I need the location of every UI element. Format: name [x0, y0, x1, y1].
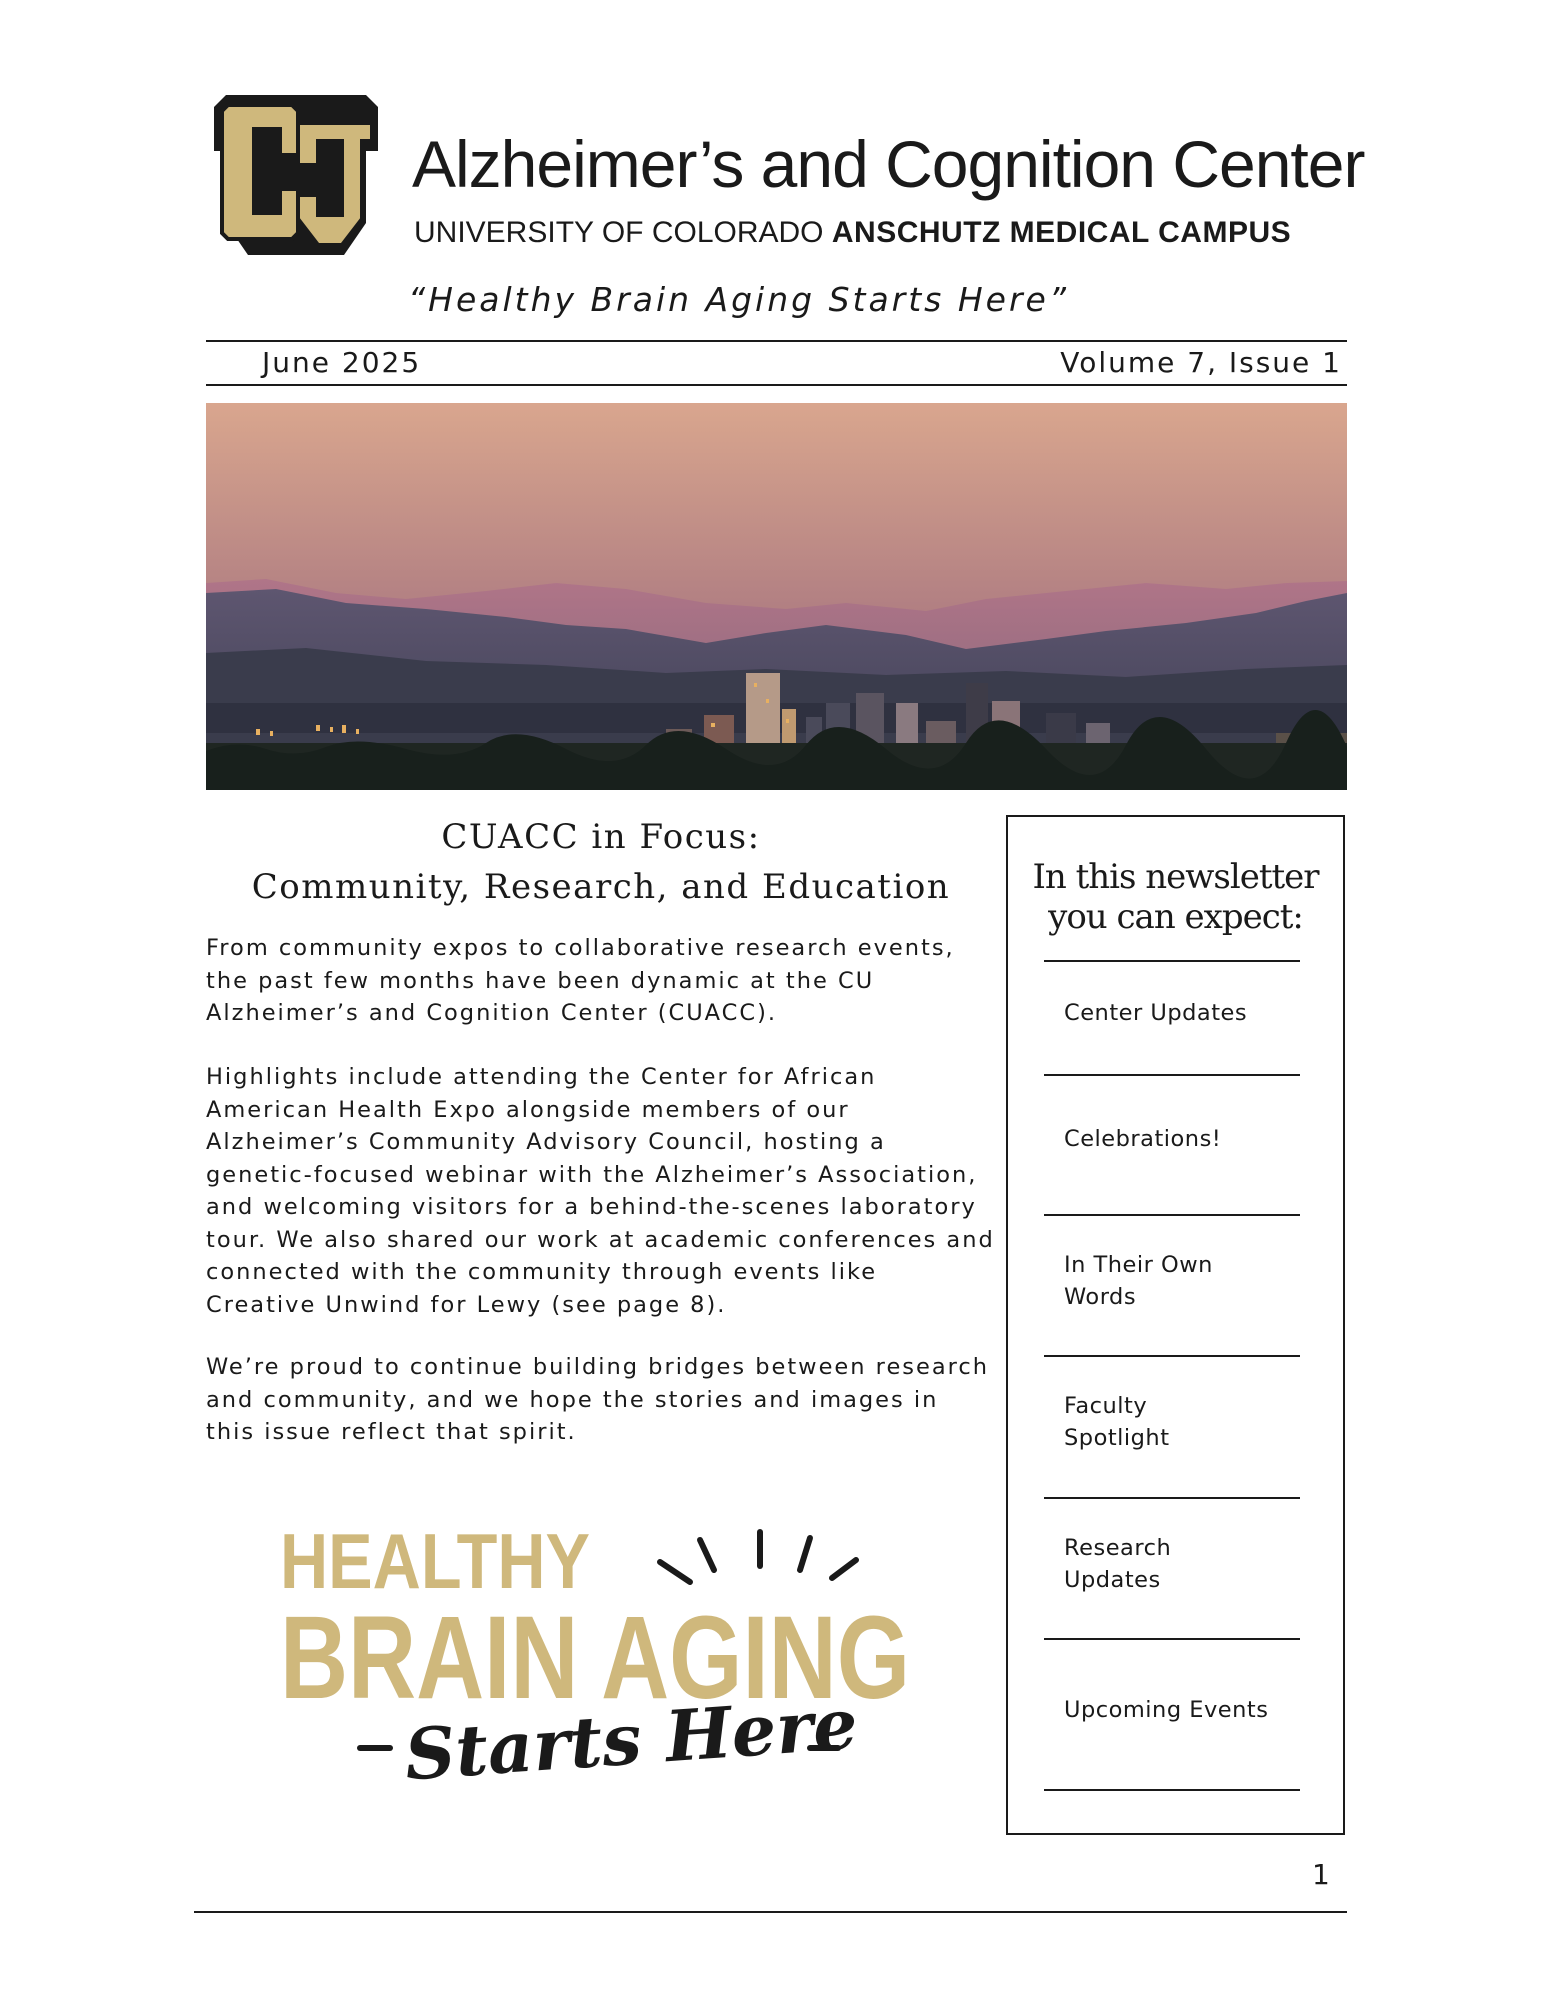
newsletter-contents-box [1006, 815, 1345, 1835]
article-paragraph: We’re proud to continue building bridges between research and community, and we hope the stories and images in this issue reflect that spirit. [206, 1354, 990, 1445]
cu-logo [214, 95, 378, 255]
contents-item-line2: Words [1064, 1284, 1137, 1310]
contents-item [1064, 1123, 1314, 1155]
graphic-line1: HEALTHY [280, 1520, 590, 1605]
contents-item [1064, 997, 1314, 1029]
org-subtitle [414, 216, 1291, 250]
contents-title-line2: you can expect: [1048, 897, 1303, 937]
contents-item-line1: Research [1064, 1535, 1172, 1561]
contents-item-line1: In Their Own [1064, 1252, 1213, 1278]
contents-title-line1: In this newsletter [1032, 857, 1319, 897]
graphic-line3: Starts Here [402, 1682, 861, 1797]
tagline-text: “Healthy Brain Aging Starts Here” [408, 280, 1069, 319]
header-rule-top [206, 340, 1347, 342]
contents-item-line1: Center Updates [1064, 1000, 1248, 1026]
contents-item-line1: Upcoming Events [1064, 1697, 1269, 1723]
issue-volume: Volume 7, Issue 1 [1060, 346, 1342, 379]
org-subtitle-regular: UNIVERSITY OF COLORADO [414, 216, 824, 249]
article-paragraph: From community expos to collaborative research events, the past few months have been dynamic at the CU Alzheimer’s and Cognition Center (CUACC). [206, 935, 955, 1026]
page-number: 1 [1312, 1858, 1330, 1891]
contents-item-line2: Updates [1064, 1567, 1161, 1593]
contents-item-line1: Celebrations! [1064, 1126, 1222, 1152]
contents-divider [1044, 1355, 1300, 1357]
contents-divider [1044, 1214, 1300, 1216]
header-rule-bottom [206, 384, 1347, 386]
article-title [206, 812, 996, 912]
healthy-brain-aging-graphic [270, 1520, 920, 1820]
burst-icon [660, 1532, 856, 1582]
contents-divider [1044, 1789, 1300, 1791]
hero-skyline-image [206, 403, 1347, 790]
contents-divider [1044, 1638, 1300, 1640]
contents-divider [1044, 1497, 1300, 1499]
contents-item [1064, 1390, 1314, 1454]
issue-date: June 2025 [262, 346, 422, 379]
article-paragraph: Highlights include attending the Center for African American Health Expo alongside members of our Alzheimer’s Community Advisory Council, hosting a genetic-focused webinar with the Alzheimer’s Association, and welcoming visitors for a behind-the-scenes laboratory tour. We also shared our work at academic conferences and connected with the community through events like Creative Unwind for Lewy (see page 8). [206, 1064, 995, 1318]
contents-divider [1044, 1074, 1300, 1076]
article-title-line1: CUACC in Focus: [441, 817, 761, 857]
article-title-line2: Community, Research, and Education [251, 867, 951, 907]
contents-title [1008, 857, 1343, 937]
contents-item-line2: Spotlight [1064, 1425, 1170, 1451]
contents-divider [1044, 960, 1300, 962]
contents-item [1064, 1249, 1314, 1313]
contents-item [1064, 1532, 1314, 1596]
tagline [0, 280, 1545, 319]
org-subtitle-bold: ANSCHUTZ MEDICAL CAMPUS [831, 216, 1292, 249]
org-name: Alzheimer’s and Cognition Center [412, 127, 1365, 201]
footer-rule [194, 1911, 1347, 1913]
contents-item [1064, 1694, 1314, 1726]
graphic-line2: BRAIN AGING [280, 1592, 910, 1724]
contents-item-line1: Faculty [1064, 1393, 1148, 1419]
